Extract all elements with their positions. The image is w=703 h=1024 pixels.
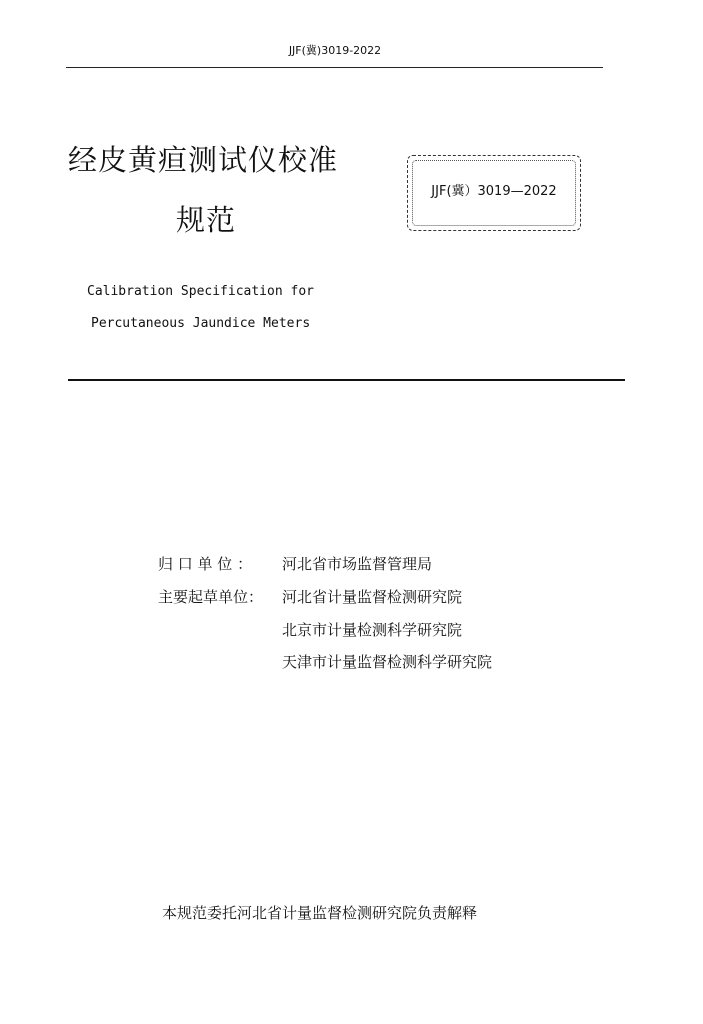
title-english-line1: Calibration Specification for bbox=[87, 284, 314, 299]
drafting-unit-1: 河北省计量监督检测研究院 bbox=[282, 588, 463, 606]
header-rule bbox=[66, 67, 603, 68]
responsible-unit-label: 归 口 单 位 ： bbox=[158, 555, 253, 573]
title-english-line2: Percutaneous Jaundice Meters bbox=[91, 316, 311, 331]
responsible-unit-value: 河北省市场监督管理局 bbox=[282, 555, 433, 573]
page-header-code: JJF(冀)3019-2022 bbox=[288, 44, 382, 57]
stamp-code: JJF(冀）3019—2022 bbox=[431, 184, 557, 199]
drafting-unit-3: 天津市计量监督检测科学研究院 bbox=[282, 653, 493, 671]
code-stamp-box bbox=[407, 155, 581, 231]
title-divider bbox=[68, 379, 625, 381]
footer-interpretation-note: 本规范委托河北省计量监督检测研究院负责解释 bbox=[162, 904, 478, 922]
drafting-unit-2: 北京市计量检测科学研究院 bbox=[282, 621, 463, 639]
title-chinese-line1: 经皮黄疸测试仪校准 bbox=[68, 143, 339, 177]
title-chinese-line2: 规范 bbox=[176, 203, 237, 237]
drafting-unit-label: 主要起草单位： bbox=[158, 588, 264, 606]
